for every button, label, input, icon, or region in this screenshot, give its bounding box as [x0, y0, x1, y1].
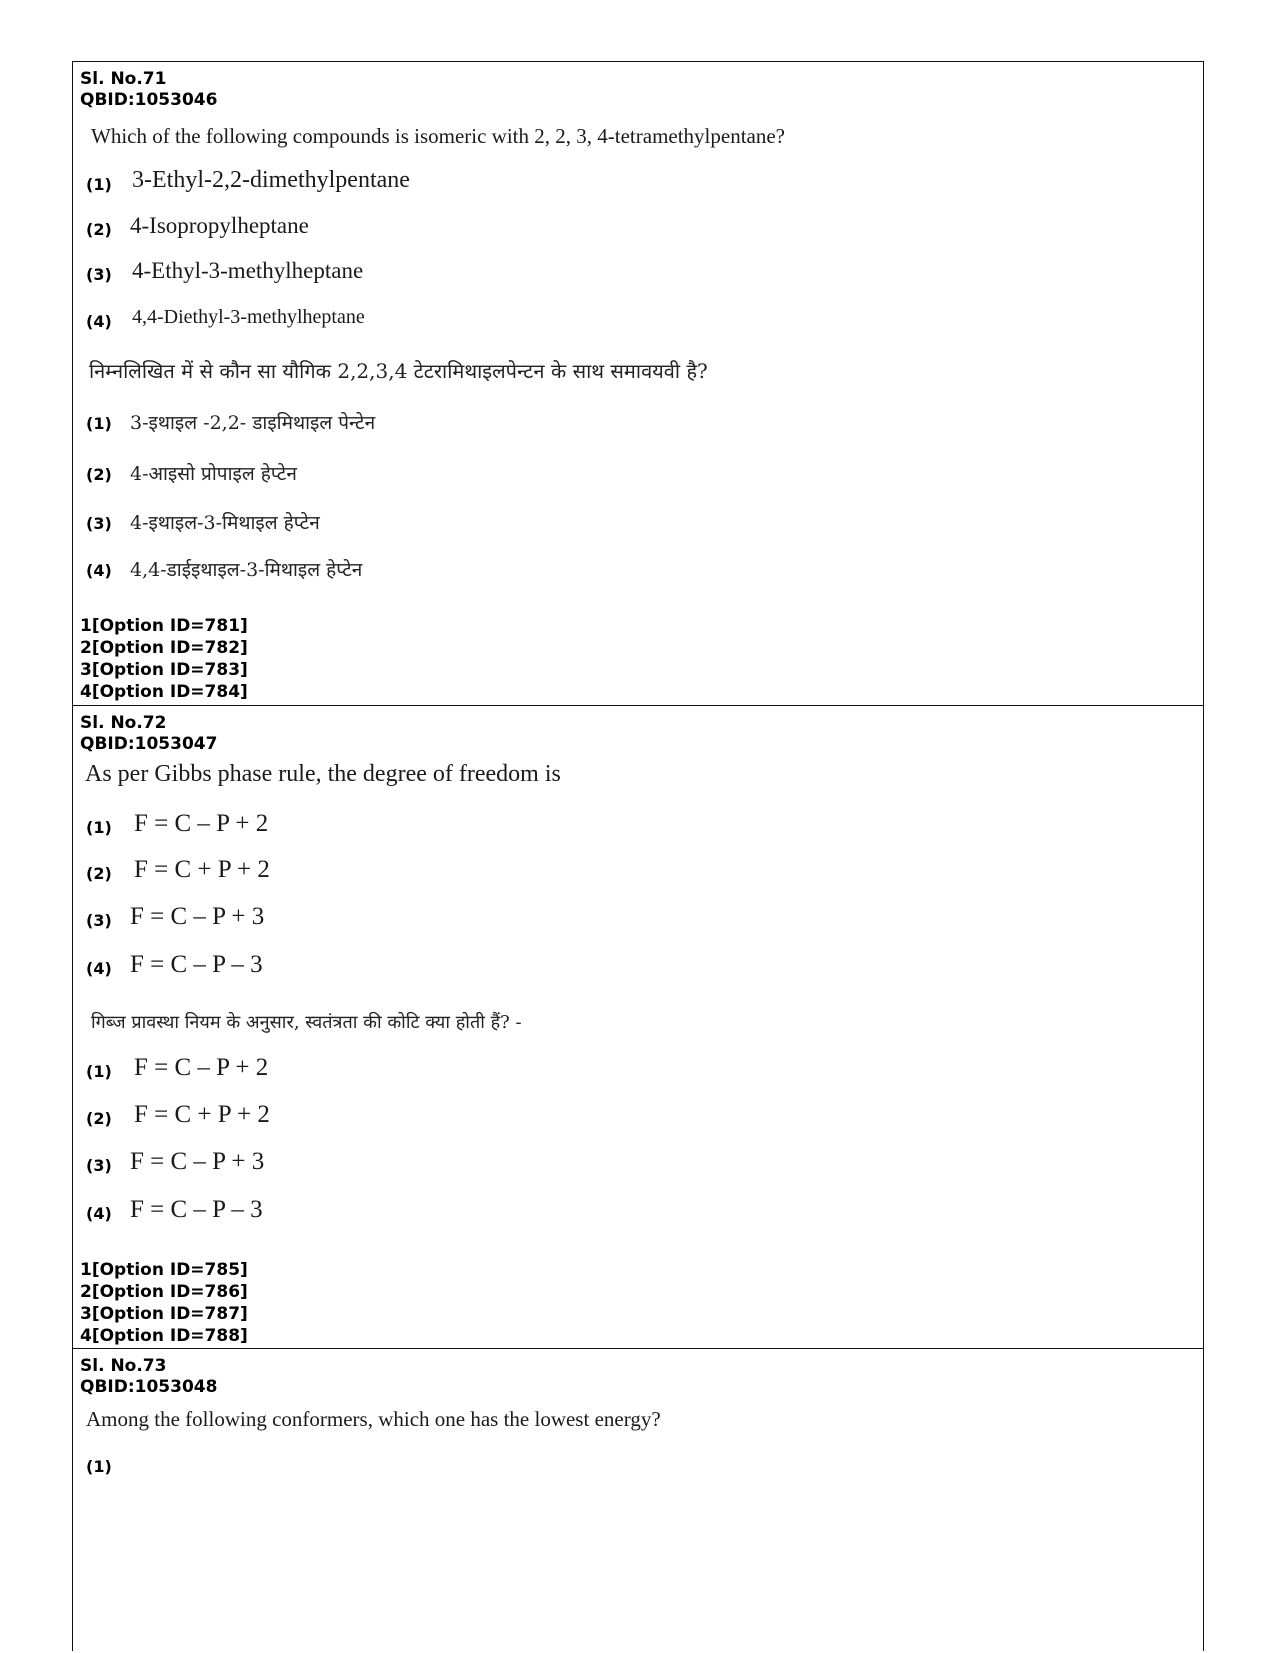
qbid: QBID:1053047 — [80, 734, 218, 754]
option-text: 4,4-डाईइथाइल-3-मिथाइल हेप्टेन — [130, 559, 363, 581]
option-number: (2) — [86, 864, 112, 883]
question-text-en: Among the following conformers, which one has the lowest energy? — [86, 1407, 661, 1431]
qbid: QBID:1053046 — [80, 90, 218, 110]
option-id: 1[Option ID=781] — [80, 616, 248, 636]
option-number: (2) — [86, 1109, 112, 1128]
option-text: F = C – P – 3 — [130, 1196, 263, 1223]
option-number: (2) — [86, 220, 112, 239]
option-text: 3-इथाइल -2,2- डाइमिथाइल पेन्टेन — [130, 412, 376, 434]
question-block-73 — [73, 1348, 1203, 1653]
option-id: 4[Option ID=788] — [80, 1326, 248, 1346]
option-text: 4-आइसो प्रोपाइल हेप्टेन — [130, 463, 297, 485]
option-id-list — [80, 615, 248, 703]
option-id: 4[Option ID=784] — [80, 682, 248, 702]
option-text: F = C – P + 3 — [130, 903, 265, 930]
option-number: (3) — [86, 1156, 112, 1175]
question-block-72 — [73, 705, 1203, 1349]
question-paper — [72, 61, 1204, 1651]
option-id: 2[Option ID=786] — [80, 1282, 248, 1302]
option-id: 3[Option ID=787] — [80, 1304, 248, 1324]
serial-number: Sl. No.73 — [80, 1356, 167, 1376]
option-id: 3[Option ID=783] — [80, 660, 248, 680]
option-number: (4) — [86, 561, 112, 580]
option-text: 3-Ethyl-2,2-dimethylpentane — [132, 167, 410, 193]
option-number: (3) — [86, 265, 112, 284]
serial-number: Sl. No.72 — [80, 713, 167, 733]
option-text: 4-Isopropylheptane — [130, 213, 309, 238]
option-number: (1) — [86, 1457, 112, 1476]
option-number: (1) — [86, 1062, 112, 1081]
option-text: 4,4-Diethyl-3-methylheptane — [132, 306, 365, 328]
serial-number: Sl. No.71 — [80, 69, 167, 89]
qbid: QBID:1053048 — [80, 1377, 218, 1397]
option-number: (1) — [86, 818, 112, 837]
option-number: (1) — [86, 175, 112, 194]
question-text-en: Which of the following compounds is isomeric with 2, 2, 3, 4-tetramethylpentane? — [91, 124, 786, 148]
option-text: F = C + P + 2 — [134, 856, 270, 883]
question-block-71 — [73, 62, 1203, 706]
question-text-hi: गिब्ज प्रावस्था नियम के अनुसार, स्वतंत्रता की कोटि क्या होती हैं? - — [91, 1012, 522, 1033]
option-number: (4) — [86, 312, 112, 331]
option-text: F = C – P + 2 — [134, 810, 269, 837]
option-number: (4) — [86, 1204, 112, 1223]
option-text: F = C + P + 2 — [134, 1101, 270, 1128]
option-number: (3) — [86, 911, 112, 930]
option-id-list — [80, 1259, 248, 1347]
option-id: 1[Option ID=785] — [80, 1260, 248, 1280]
question-text-en: As per Gibbs phase rule, the degree of freedom is — [85, 761, 561, 787]
option-number: (1) — [86, 414, 112, 433]
option-text: F = C – P – 3 — [130, 951, 263, 978]
option-number: (3) — [86, 514, 112, 533]
option-text: F = C – P + 3 — [130, 1148, 265, 1175]
question-text-hi: निम्नलिखित में से कौन सा यौगिक 2,2,3,4 टेटरामिथाइलपेन्टन के साथ समावयवी है? — [89, 359, 708, 383]
option-id: 2[Option ID=782] — [80, 638, 248, 658]
option-number: (4) — [86, 959, 112, 978]
option-number: (2) — [86, 465, 112, 484]
option-text: F = C – P + 2 — [134, 1054, 269, 1081]
option-text: 4-इथाइल-3-मिथाइल हेप्टेन — [130, 512, 320, 534]
option-text: 4-Ethyl-3-methylheptane — [132, 258, 364, 283]
